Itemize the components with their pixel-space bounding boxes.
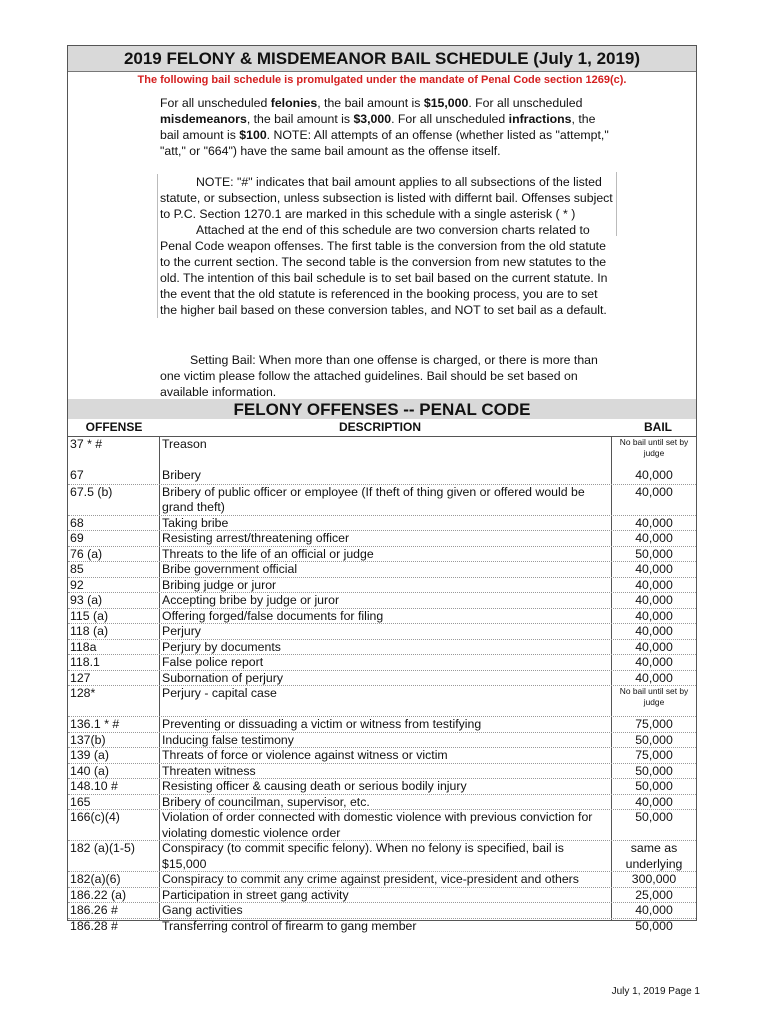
table-row [68, 484, 696, 515]
offense-description: Resisting officer & causing death or serious bodily injury [162, 779, 467, 793]
table-row [68, 623, 696, 639]
intro-infractions: infractions [508, 112, 572, 126]
table-row [68, 592, 696, 608]
setting-bail-paragraph: Setting Bail: When more than one offense is charged, or there is more than one victim please follow the attached guidelines. Bail should be set based on available information. [160, 353, 598, 399]
offense-code: 182(a)(6) [70, 872, 121, 886]
offense-description: False police report [162, 655, 264, 669]
bail-amount: 40,000 [635, 593, 673, 607]
offense-code: 182 (a)(1-5) [70, 841, 135, 855]
offense-code: 69 [70, 531, 84, 545]
table-row [68, 747, 696, 763]
table-row [68, 840, 696, 871]
offense-description: Preventing or dissuading a victim or witness from testifying [162, 717, 482, 731]
bail-amount: 300,000 [631, 872, 677, 886]
intro-felony-amount: $15,000 [423, 96, 469, 110]
intro-text: , the bail amount is [246, 112, 354, 126]
table-row [68, 902, 696, 918]
offense-code: 139 (a) [70, 748, 109, 762]
intro-misdemeanors: misdemeanors [160, 112, 247, 126]
bail-amount: 50,000 [635, 918, 673, 933]
offense-column-header: OFFENSE [85, 420, 143, 434]
bail-amount: 40,000 [635, 484, 673, 499]
table-row [68, 809, 696, 840]
offense-table [68, 437, 696, 933]
bail-amount: same as underlying [625, 841, 683, 871]
offense-code: 186.28 # [70, 918, 118, 933]
table-row [68, 608, 696, 624]
intro-text: . For all unscheduled [391, 112, 509, 126]
intro-misdemeanor-amount: $3,000 [353, 112, 392, 126]
offense-description: Inducing false testimony [162, 732, 294, 747]
offense-description: Bribery of councilman, supervisor, etc. [162, 794, 370, 809]
offense-code: 136.1 * # [70, 717, 120, 731]
offense-code: 115 (a) [70, 608, 109, 623]
offense-description: Bribery of public officer or employee (If theft of thing given or offered would be grand theft) [162, 484, 585, 514]
intro-text: . For all unscheduled [468, 96, 583, 110]
offense-description: Participation in street gang activity [162, 887, 349, 902]
table-row [68, 732, 696, 748]
bail-amount: 75,000 [635, 748, 673, 762]
offense-code: 76 (a) [70, 546, 103, 561]
table-row [68, 670, 696, 686]
offense-code: 118.1 [70, 655, 100, 669]
bail-amount: 40,000 [635, 655, 673, 669]
bail-amount: 40,000 [635, 515, 673, 530]
bail-amount: No bail until set by judge [619, 437, 689, 458]
bail-amount: 50,000 [635, 546, 673, 561]
bail-amount: 40,000 [635, 903, 673, 917]
offense-code: 118 (a) [70, 624, 109, 638]
intro-felonies: felonies [270, 96, 318, 110]
offense-description: Perjury - capital case [162, 686, 277, 700]
bail-amount: No bail until set by judge [619, 686, 689, 707]
offense-code: 37 * # [70, 437, 103, 451]
offense-code: 166(c)(4) [70, 810, 120, 824]
offense-description: Bribe government official [162, 562, 298, 576]
table-row [68, 763, 696, 779]
bail-amount: 50,000 [635, 779, 673, 793]
section-title: FELONY OFFENSES -- PENAL CODE [68, 399, 696, 419]
offense-description: Transferring control of firearm to gang member [162, 918, 417, 933]
offense-description: Subornation of perjury [162, 670, 283, 685]
intro-infraction-amount: $100 [239, 128, 267, 142]
bail-amount: 40,000 [635, 531, 673, 545]
bail-column-header: BAIL [644, 420, 672, 434]
offense-description: Offering forged/false documents for filing [162, 608, 384, 623]
mandate-notice: The following bail schedule is promulgated under the mandate of Penal Code section 1269(c). [137, 74, 627, 86]
offense-description: Bribery [162, 468, 201, 482]
table-row [68, 468, 696, 484]
offense-code: 148.10 # [70, 779, 118, 793]
offense-description: Threats of force or violence against witness or victim [162, 748, 448, 762]
intro-paragraph [160, 95, 612, 159]
offense-code: 186.26 # [70, 903, 118, 917]
bail-amount: 40,000 [635, 562, 673, 576]
table-row [68, 639, 696, 655]
table-row [68, 561, 696, 577]
intro-text: , the bail amount is [317, 96, 424, 110]
offense-code: 85 [70, 562, 84, 576]
table-row [68, 918, 696, 934]
offense-description: Bribing judge or juror [162, 577, 277, 592]
offense-description: Conspiracy to commit any crime against president, vice-president and others [162, 872, 579, 886]
bail-amount: 50,000 [635, 732, 673, 747]
table-row [68, 530, 696, 546]
bail-amount: 40,000 [635, 624, 673, 638]
offense-description: Threaten witness [162, 763, 256, 778]
table-row [68, 871, 696, 887]
bail-amount: 75,000 [635, 717, 673, 731]
table-row [68, 685, 696, 716]
table-row [68, 794, 696, 810]
offense-code: 118a [70, 639, 97, 654]
bail-amount: 40,000 [635, 608, 673, 623]
offense-code: 128* [70, 686, 96, 700]
conversion-note: Attached at the end of this schedule are two conversion charts related to Penal Code weapon offenses. The first table is the conversion from the old statute to the current section. The second table is the conversion from new statutes to the old. The intention of this bail schedule is to set bail based on the current statute. In the event that the old statute is referenced in the booking process, you are to set the higher bail based on these conversion tables, and NOT to set bail as a default. [160, 223, 608, 317]
offense-code: 186.22 (a) [70, 887, 127, 902]
bail-amount: 40,000 [635, 468, 673, 482]
table-row [68, 654, 696, 670]
table-row [68, 716, 696, 732]
bail-amount: 25,000 [635, 887, 673, 902]
bail-amount: 40,000 [635, 670, 673, 685]
note-box-rule [616, 172, 617, 236]
offense-code: 140 (a) [70, 763, 109, 778]
offense-code: 93 (a) [70, 593, 103, 607]
offense-description: Gang activities [162, 903, 243, 917]
offense-description: Treason [162, 437, 207, 451]
bail-amount: 40,000 [635, 577, 673, 592]
page-footer: July 1, 2019 Page 1 [611, 986, 700, 997]
offense-description: Conspiracy (to commit specific felony). When no felony is specified, bail is $15,000 [162, 841, 564, 871]
offense-code: 165 [70, 794, 91, 809]
table-row [68, 778, 696, 794]
offense-code: 92 [70, 577, 84, 592]
offense-description: Threats to the life of an official or judge [162, 546, 374, 561]
offense-description: Perjury by documents [162, 639, 281, 654]
table-row [68, 437, 696, 468]
bail-amount: 40,000 [635, 794, 673, 809]
offense-code: 67.5 (b) [70, 484, 113, 499]
intro-text: . NOTE: All attempts of an offense (whether listed as "attempt," "att," or "664") have the same bail amount as the offense itself. [160, 128, 609, 158]
asterisk-note: NOTE: "#" indicates that bail amount applies to all subsections of the listed statute, or subsection, unless subsection is listed with differnt bail. Offenses subject to P.C. Section 1270.1 are marked in this schedule with a single asterisk ( * ) [160, 175, 613, 221]
offense-description: Resisting arrest/threatening officer [162, 531, 350, 545]
bail-amount: 50,000 [635, 763, 673, 778]
intro-text: For all unscheduled [160, 96, 271, 110]
notes-paragraph [157, 174, 615, 318]
table-row [68, 515, 696, 531]
offense-description: Violation of order connected with domestic violence with previous conviction for violating domestic violence order [162, 810, 593, 840]
offense-code: 67 [70, 468, 84, 482]
intro-text: , the bail amount is [160, 112, 596, 142]
offense-code: 137(b) [70, 732, 106, 747]
table-row [68, 887, 696, 903]
offense-code: 68 [70, 515, 84, 530]
offense-description: Taking bribe [162, 515, 229, 530]
document-title: 2019 FELONY & MISDEMEANOR BAIL SCHEDULE (July 1, 2019) [68, 46, 696, 72]
bail-amount: 50,000 [635, 810, 673, 824]
offense-description: Accepting bribe by judge or juror [162, 593, 340, 607]
bail-schedule-frame [67, 45, 697, 933]
bail-amount: 40,000 [635, 639, 673, 654]
offense-description: Perjury [162, 624, 201, 638]
description-column-header: DESCRIPTION [338, 420, 421, 434]
offense-code: 127 [70, 670, 91, 685]
table-row [68, 577, 696, 593]
table-row [68, 546, 696, 562]
